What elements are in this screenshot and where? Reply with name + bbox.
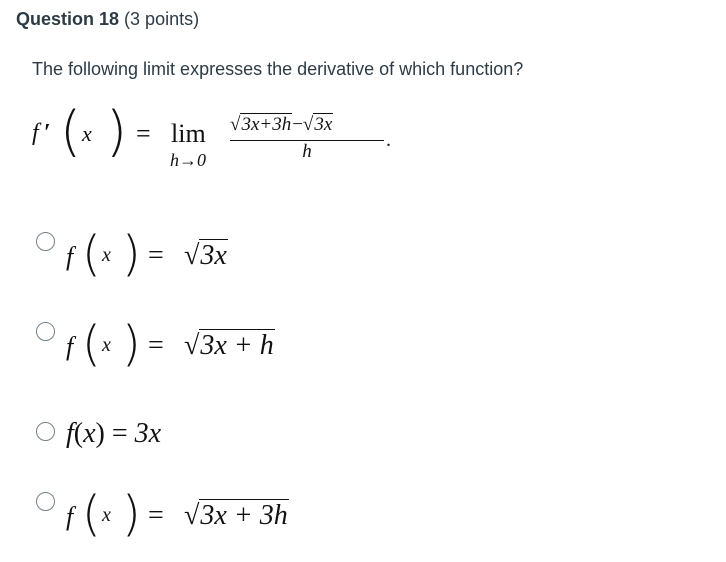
radio-button-choice-3[interactable] — [36, 422, 55, 441]
choice-1-equals: = — [148, 240, 164, 271]
choice-2-equals: = — [148, 330, 164, 361]
sqrt-sign: √ — [184, 330, 200, 361]
choice-4-rhs — [184, 500, 289, 532]
choice-3-equals: = — [111, 418, 128, 449]
formula-period: . — [386, 129, 391, 151]
fraction-numerator — [230, 114, 384, 136]
formula-equals: = — [136, 119, 151, 148]
radio-button-choice-4[interactable] — [36, 492, 55, 511]
numerator-minus: − — [292, 114, 303, 135]
answer-choice-2[interactable] — [36, 312, 436, 382]
answer-choice-1[interactable] — [36, 222, 436, 292]
sqrt-sign-1: √ — [230, 114, 241, 135]
choice-1-rhs — [184, 240, 228, 272]
choice-4-left-paren: ( — [82, 486, 101, 542]
question-number: Question 18 — [16, 9, 120, 29]
choice-3-f: f — [66, 418, 74, 449]
choice-4-right-paren: ) — [122, 486, 141, 542]
radio-button-choice-1[interactable] — [36, 232, 55, 251]
sqrt-sign-2: √ — [302, 114, 314, 135]
sqrt-sign: √ — [184, 500, 200, 531]
choice-2-var: x — [102, 334, 111, 356]
answer-choice-3[interactable] — [36, 410, 436, 480]
choice-1-var: x — [102, 244, 111, 266]
choice-2-rhs — [184, 330, 275, 362]
choice-3-var: x — [83, 418, 96, 449]
choice-1-right-paren: ) — [122, 226, 141, 282]
question-header — [16, 9, 199, 30]
choice-3-rhs: 3x — [134, 418, 162, 449]
sqrt-sign: √ — [184, 240, 200, 271]
choice-4-equals: = — [148, 500, 164, 531]
choice-2-radicand: 3x + h — [200, 330, 274, 361]
choice-1-radicand: 3x — [200, 240, 227, 271]
formula-lim-subscript: h→0 — [170, 150, 206, 170]
formula-right-paren: ) — [106, 100, 128, 163]
numerator-radicand-1: 3x+3h — [241, 114, 292, 135]
numerator-radicand-2: 3x — [314, 114, 333, 135]
question-prompt: The following limit expresses the derivative of which function? — [32, 59, 524, 79]
choice-4-radicand: 3x + 3h — [200, 500, 288, 531]
formula-left-paren: ( — [60, 100, 82, 163]
choice-3-expression: f(x) = 3x — [66, 418, 162, 449]
choice-1-left-paren: ( — [82, 226, 101, 282]
fraction-denominator: h — [302, 141, 312, 162]
choice-2-f: f — [66, 332, 74, 361]
question-points: (3 points) — [124, 9, 200, 29]
choice-4-var: x — [102, 504, 111, 526]
answer-choice-4[interactable] — [36, 482, 436, 552]
radio-button-choice-2[interactable] — [36, 322, 55, 341]
choice-1-f: f — [66, 242, 74, 271]
choice-4-f: f — [66, 502, 74, 531]
formula-prime: ′ — [44, 120, 51, 146]
formula-f: f — [32, 120, 39, 146]
formula-var-x: x — [82, 121, 92, 146]
formula-lim: lim — [171, 119, 206, 148]
choice-2-right-paren: ) — [122, 316, 141, 372]
choice-2-left-paren: ( — [82, 316, 101, 372]
formula-fraction — [230, 114, 384, 163]
